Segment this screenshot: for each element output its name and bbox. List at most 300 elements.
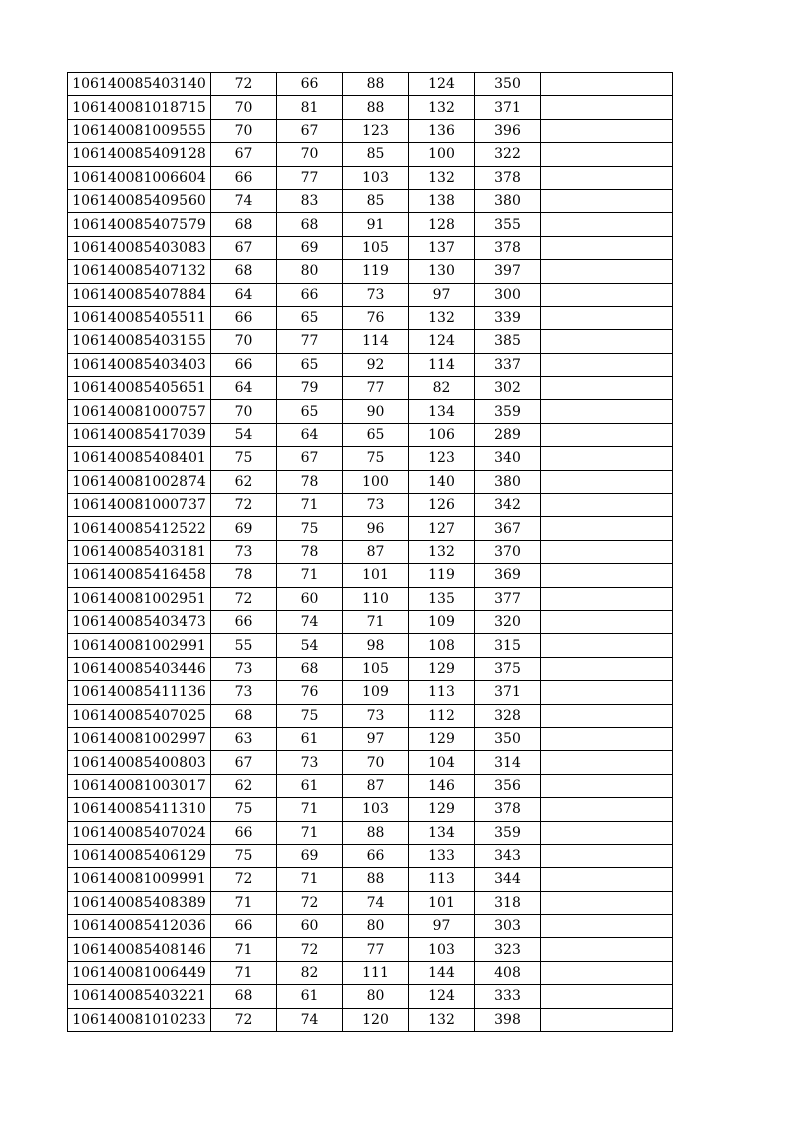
- total-score-cell: 396: [475, 119, 541, 142]
- remark-cell: [541, 517, 673, 540]
- table-row: [68, 727, 673, 750]
- score-cell-1: 71: [211, 938, 277, 961]
- score-cell-1: 70: [211, 400, 277, 423]
- table-row: [68, 634, 673, 657]
- total-score-cell: 378: [475, 166, 541, 189]
- score-cell-3: 80: [343, 985, 409, 1008]
- table-row: [68, 260, 673, 283]
- candidate-id-cell: 106140081003017: [68, 774, 211, 797]
- remark-cell: [541, 727, 673, 750]
- score-cell-1: 72: [211, 587, 277, 610]
- score-cell-3: 88: [343, 96, 409, 119]
- total-score-cell: 370: [475, 540, 541, 563]
- total-score-cell: 355: [475, 213, 541, 236]
- remark-cell: [541, 213, 673, 236]
- score-cell-1: 72: [211, 1008, 277, 1031]
- score-cell-3: 114: [343, 330, 409, 353]
- score-cell-4: 136: [409, 119, 475, 142]
- total-score-cell: 377: [475, 587, 541, 610]
- score-cell-4: 82: [409, 377, 475, 400]
- score-cell-1: 68: [211, 704, 277, 727]
- score-cell-4: 113: [409, 681, 475, 704]
- total-score-cell: 323: [475, 938, 541, 961]
- score-cell-1: 73: [211, 540, 277, 563]
- total-score-cell: 350: [475, 73, 541, 96]
- score-cell-2: 65: [277, 353, 343, 376]
- candidate-id-cell: 106140081000757: [68, 400, 211, 423]
- table-row: [68, 704, 673, 727]
- score-cell-3: 87: [343, 774, 409, 797]
- score-cell-2: 68: [277, 213, 343, 236]
- score-cell-3: 74: [343, 891, 409, 914]
- score-cell-3: 111: [343, 961, 409, 984]
- total-score-cell: 314: [475, 751, 541, 774]
- total-score-cell: 328: [475, 704, 541, 727]
- score-cell-3: 90: [343, 400, 409, 423]
- score-cell-2: 81: [277, 96, 343, 119]
- score-cell-3: 73: [343, 704, 409, 727]
- score-cell-3: 97: [343, 727, 409, 750]
- table-row: [68, 1008, 673, 1031]
- score-cell-4: 132: [409, 540, 475, 563]
- candidate-id-cell: 106140085407132: [68, 260, 211, 283]
- score-table-body: [68, 73, 673, 1032]
- candidate-id-cell: 106140085407024: [68, 821, 211, 844]
- score-cell-2: 74: [277, 1008, 343, 1031]
- score-cell-4: 132: [409, 1008, 475, 1031]
- score-cell-3: 109: [343, 681, 409, 704]
- score-cell-3: 87: [343, 540, 409, 563]
- candidate-id-cell: 106140085403221: [68, 985, 211, 1008]
- total-score-cell: 359: [475, 400, 541, 423]
- remark-cell: [541, 774, 673, 797]
- score-cell-4: 146: [409, 774, 475, 797]
- score-cell-4: 97: [409, 283, 475, 306]
- score-cell-2: 65: [277, 400, 343, 423]
- remark-cell: [541, 73, 673, 96]
- score-cell-1: 64: [211, 283, 277, 306]
- score-cell-1: 67: [211, 751, 277, 774]
- table-row: [68, 657, 673, 680]
- remark-cell: [541, 985, 673, 1008]
- score-cell-3: 65: [343, 423, 409, 446]
- total-score-cell: 318: [475, 891, 541, 914]
- score-cell-2: 71: [277, 798, 343, 821]
- score-cell-4: 104: [409, 751, 475, 774]
- score-cell-4: 100: [409, 143, 475, 166]
- score-cell-3: 110: [343, 587, 409, 610]
- score-cell-2: 83: [277, 189, 343, 212]
- score-cell-4: 101: [409, 891, 475, 914]
- score-cell-4: 140: [409, 470, 475, 493]
- candidate-id-cell: 106140085403155: [68, 330, 211, 353]
- total-score-cell: 378: [475, 236, 541, 259]
- score-cell-1: 72: [211, 868, 277, 891]
- score-cell-4: 130: [409, 260, 475, 283]
- remark-cell: [541, 236, 673, 259]
- score-cell-4: 126: [409, 494, 475, 517]
- score-cell-1: 72: [211, 494, 277, 517]
- candidate-id-cell: 106140085403181: [68, 540, 211, 563]
- candidate-id-cell: 106140085403083: [68, 236, 211, 259]
- total-score-cell: 375: [475, 657, 541, 680]
- remark-cell: [541, 306, 673, 329]
- score-cell-4: 132: [409, 306, 475, 329]
- score-cell-3: 98: [343, 634, 409, 657]
- score-cell-2: 80: [277, 260, 343, 283]
- score-cell-2: 54: [277, 634, 343, 657]
- remark-cell: [541, 844, 673, 867]
- remark-cell: [541, 868, 673, 891]
- score-cell-1: 71: [211, 891, 277, 914]
- score-cell-2: 82: [277, 961, 343, 984]
- score-cell-3: 103: [343, 166, 409, 189]
- table-row: [68, 587, 673, 610]
- score-cell-4: 133: [409, 844, 475, 867]
- total-score-cell: 398: [475, 1008, 541, 1031]
- candidate-id-cell: 106140081006604: [68, 166, 211, 189]
- score-cell-3: 91: [343, 213, 409, 236]
- remark-cell: [541, 564, 673, 587]
- remark-cell: [541, 915, 673, 938]
- score-cell-3: 77: [343, 938, 409, 961]
- score-cell-4: 124: [409, 330, 475, 353]
- score-cell-1: 62: [211, 774, 277, 797]
- score-cell-2: 61: [277, 985, 343, 1008]
- table-row: [68, 166, 673, 189]
- table-row: [68, 143, 673, 166]
- score-cell-1: 66: [211, 821, 277, 844]
- total-score-cell: 339: [475, 306, 541, 329]
- table-row: [68, 844, 673, 867]
- candidate-id-cell: 106140081018715: [68, 96, 211, 119]
- table-row: [68, 470, 673, 493]
- score-cell-2: 67: [277, 447, 343, 470]
- remark-cell: [541, 166, 673, 189]
- total-score-cell: 344: [475, 868, 541, 891]
- table-row: [68, 96, 673, 119]
- candidate-id-cell: 106140085412522: [68, 517, 211, 540]
- score-cell-4: 128: [409, 213, 475, 236]
- score-cell-3: 85: [343, 189, 409, 212]
- score-cell-3: 76: [343, 306, 409, 329]
- remark-cell: [541, 189, 673, 212]
- table-row: [68, 119, 673, 142]
- remark-cell: [541, 423, 673, 446]
- score-cell-3: 105: [343, 657, 409, 680]
- remark-cell: [541, 938, 673, 961]
- score-cell-1: 66: [211, 915, 277, 938]
- score-cell-3: 105: [343, 236, 409, 259]
- score-cell-4: 103: [409, 938, 475, 961]
- score-cell-4: 134: [409, 400, 475, 423]
- score-cell-2: 73: [277, 751, 343, 774]
- table-row: [68, 610, 673, 633]
- table-row: [68, 938, 673, 961]
- score-cell-1: 67: [211, 143, 277, 166]
- table-row: [68, 73, 673, 96]
- table-row: [68, 915, 673, 938]
- score-cell-1: 78: [211, 564, 277, 587]
- score-cell-2: 75: [277, 704, 343, 727]
- score-cell-1: 64: [211, 377, 277, 400]
- table-row: [68, 868, 673, 891]
- remark-cell: [541, 587, 673, 610]
- score-cell-1: 63: [211, 727, 277, 750]
- total-score-cell: 408: [475, 961, 541, 984]
- candidate-id-cell: 106140081009555: [68, 119, 211, 142]
- score-cell-4: 113: [409, 868, 475, 891]
- score-cell-3: 71: [343, 610, 409, 633]
- candidate-id-cell: 106140085403140: [68, 73, 211, 96]
- candidate-id-cell: 106140085403473: [68, 610, 211, 633]
- score-cell-4: 129: [409, 727, 475, 750]
- total-score-cell: 289: [475, 423, 541, 446]
- score-cell-2: 71: [277, 494, 343, 517]
- remark-cell: [541, 143, 673, 166]
- score-cell-4: 106: [409, 423, 475, 446]
- score-cell-2: 74: [277, 610, 343, 633]
- score-cell-2: 77: [277, 330, 343, 353]
- score-cell-2: 77: [277, 166, 343, 189]
- score-cell-1: 73: [211, 681, 277, 704]
- remark-cell: [541, 821, 673, 844]
- score-cell-2: 61: [277, 727, 343, 750]
- score-cell-3: 75: [343, 447, 409, 470]
- score-cell-3: 88: [343, 73, 409, 96]
- total-score-cell: 356: [475, 774, 541, 797]
- score-cell-4: 138: [409, 189, 475, 212]
- score-cell-3: 80: [343, 915, 409, 938]
- table-row: [68, 189, 673, 212]
- candidate-id-cell: 106140081002951: [68, 587, 211, 610]
- table-row: [68, 540, 673, 563]
- candidate-id-cell: 106140085411136: [68, 681, 211, 704]
- total-score-cell: 322: [475, 143, 541, 166]
- remark-cell: [541, 447, 673, 470]
- remark-cell: [541, 798, 673, 821]
- candidate-id-cell: 106140085407025: [68, 704, 211, 727]
- total-score-cell: 337: [475, 353, 541, 376]
- candidate-id-cell: 106140081000737: [68, 494, 211, 517]
- score-cell-3: 70: [343, 751, 409, 774]
- candidate-id-cell: 106140085403446: [68, 657, 211, 680]
- score-cell-1: 75: [211, 798, 277, 821]
- remark-cell: [541, 353, 673, 376]
- total-score-cell: 340: [475, 447, 541, 470]
- candidate-id-cell: 106140085412036: [68, 915, 211, 938]
- table-row: [68, 681, 673, 704]
- total-score-cell: 303: [475, 915, 541, 938]
- table-row: [68, 447, 673, 470]
- score-cell-2: 68: [277, 657, 343, 680]
- candidate-id-cell: 106140081002997: [68, 727, 211, 750]
- score-cell-1: 55: [211, 634, 277, 657]
- score-cell-4: 132: [409, 96, 475, 119]
- score-cell-3: 85: [343, 143, 409, 166]
- score-cell-2: 72: [277, 891, 343, 914]
- score-cell-3: 103: [343, 798, 409, 821]
- candidate-id-cell: 106140085400803: [68, 751, 211, 774]
- score-cell-2: 61: [277, 774, 343, 797]
- score-cell-2: 78: [277, 540, 343, 563]
- score-cell-2: 71: [277, 821, 343, 844]
- total-score-cell: 315: [475, 634, 541, 657]
- score-cell-1: 68: [211, 213, 277, 236]
- score-cell-4: 132: [409, 166, 475, 189]
- remark-cell: [541, 119, 673, 142]
- table-row: [68, 377, 673, 400]
- table-row: [68, 423, 673, 446]
- score-cell-4: 108: [409, 634, 475, 657]
- score-cell-1: 72: [211, 73, 277, 96]
- score-cell-2: 75: [277, 517, 343, 540]
- candidate-id-cell: 106140081002991: [68, 634, 211, 657]
- table-row: [68, 798, 673, 821]
- remark-cell: [541, 634, 673, 657]
- candidate-id-cell: 106140081006449: [68, 961, 211, 984]
- total-score-cell: 320: [475, 610, 541, 633]
- score-cell-1: 66: [211, 166, 277, 189]
- total-score-cell: 367: [475, 517, 541, 540]
- remark-cell: [541, 470, 673, 493]
- score-cell-4: 129: [409, 657, 475, 680]
- total-score-cell: 380: [475, 189, 541, 212]
- remark-cell: [541, 260, 673, 283]
- score-cell-4: 124: [409, 985, 475, 1008]
- total-score-cell: 333: [475, 985, 541, 1008]
- candidate-id-cell: 106140081009991: [68, 868, 211, 891]
- remark-cell: [541, 377, 673, 400]
- score-cell-1: 74: [211, 189, 277, 212]
- score-cell-4: 127: [409, 517, 475, 540]
- score-cell-3: 119: [343, 260, 409, 283]
- candidate-id-cell: 106140085406129: [68, 844, 211, 867]
- score-cell-2: 70: [277, 143, 343, 166]
- score-cell-2: 79: [277, 377, 343, 400]
- score-cell-4: 109: [409, 610, 475, 633]
- score-cell-4: 114: [409, 353, 475, 376]
- remark-cell: [541, 1008, 673, 1031]
- table-row: [68, 353, 673, 376]
- score-cell-4: 112: [409, 704, 475, 727]
- total-score-cell: 300: [475, 283, 541, 306]
- score-cell-3: 92: [343, 353, 409, 376]
- score-cell-1: 70: [211, 119, 277, 142]
- table-row: [68, 213, 673, 236]
- remark-cell: [541, 657, 673, 680]
- total-score-cell: 350: [475, 727, 541, 750]
- score-cell-3: 66: [343, 844, 409, 867]
- remark-cell: [541, 681, 673, 704]
- score-cell-2: 69: [277, 236, 343, 259]
- score-cell-1: 73: [211, 657, 277, 680]
- total-score-cell: 369: [475, 564, 541, 587]
- table-row: [68, 821, 673, 844]
- score-cell-3: 73: [343, 494, 409, 517]
- score-cell-4: 134: [409, 821, 475, 844]
- total-score-cell: 378: [475, 798, 541, 821]
- score-cell-3: 101: [343, 564, 409, 587]
- score-cell-4: 97: [409, 915, 475, 938]
- score-cell-4: 119: [409, 564, 475, 587]
- score-cell-2: 66: [277, 283, 343, 306]
- score-cell-2: 60: [277, 915, 343, 938]
- total-score-cell: 342: [475, 494, 541, 517]
- total-score-cell: 371: [475, 681, 541, 704]
- score-cell-2: 76: [277, 681, 343, 704]
- score-cell-2: 71: [277, 564, 343, 587]
- score-cell-4: 123: [409, 447, 475, 470]
- total-score-cell: 359: [475, 821, 541, 844]
- remark-cell: [541, 400, 673, 423]
- table-row: [68, 891, 673, 914]
- candidate-id-cell: 106140085403403: [68, 353, 211, 376]
- score-cell-1: 67: [211, 236, 277, 259]
- score-cell-2: 71: [277, 868, 343, 891]
- total-score-cell: 371: [475, 96, 541, 119]
- candidate-id-cell: 106140085409128: [68, 143, 211, 166]
- candidate-id-cell: 106140085409560: [68, 189, 211, 212]
- candidate-id-cell: 106140085407579: [68, 213, 211, 236]
- score-cell-2: 64: [277, 423, 343, 446]
- score-cell-1: 70: [211, 330, 277, 353]
- remark-cell: [541, 330, 673, 353]
- remark-cell: [541, 96, 673, 119]
- score-cell-2: 78: [277, 470, 343, 493]
- total-score-cell: 385: [475, 330, 541, 353]
- remark-cell: [541, 610, 673, 633]
- remark-cell: [541, 540, 673, 563]
- total-score-cell: 397: [475, 260, 541, 283]
- score-cell-3: 77: [343, 377, 409, 400]
- score-cell-1: 71: [211, 961, 277, 984]
- score-cell-4: 144: [409, 961, 475, 984]
- score-cell-4: 137: [409, 236, 475, 259]
- candidate-id-cell: 106140085408146: [68, 938, 211, 961]
- score-cell-1: 66: [211, 306, 277, 329]
- table-row: [68, 751, 673, 774]
- score-cell-3: 73: [343, 283, 409, 306]
- candidate-id-cell: 106140085408389: [68, 891, 211, 914]
- candidate-id-cell: 106140085407884: [68, 283, 211, 306]
- candidate-id-cell: 106140081002874: [68, 470, 211, 493]
- table-row: [68, 306, 673, 329]
- score-cell-2: 67: [277, 119, 343, 142]
- score-cell-3: 100: [343, 470, 409, 493]
- score-cell-1: 75: [211, 844, 277, 867]
- table-row: [68, 400, 673, 423]
- remark-cell: [541, 494, 673, 517]
- table-row: [68, 494, 673, 517]
- score-cell-3: 88: [343, 821, 409, 844]
- remark-cell: [541, 704, 673, 727]
- score-cell-2: 66: [277, 73, 343, 96]
- remark-cell: [541, 891, 673, 914]
- table-row: [68, 564, 673, 587]
- total-score-cell: 380: [475, 470, 541, 493]
- score-cell-3: 96: [343, 517, 409, 540]
- candidate-id-cell: 106140085417039: [68, 423, 211, 446]
- score-cell-4: 124: [409, 73, 475, 96]
- score-cell-1: 75: [211, 447, 277, 470]
- remark-cell: [541, 751, 673, 774]
- score-cell-1: 66: [211, 353, 277, 376]
- total-score-cell: 343: [475, 844, 541, 867]
- score-cell-4: 135: [409, 587, 475, 610]
- table-row: [68, 774, 673, 797]
- score-cell-3: 88: [343, 868, 409, 891]
